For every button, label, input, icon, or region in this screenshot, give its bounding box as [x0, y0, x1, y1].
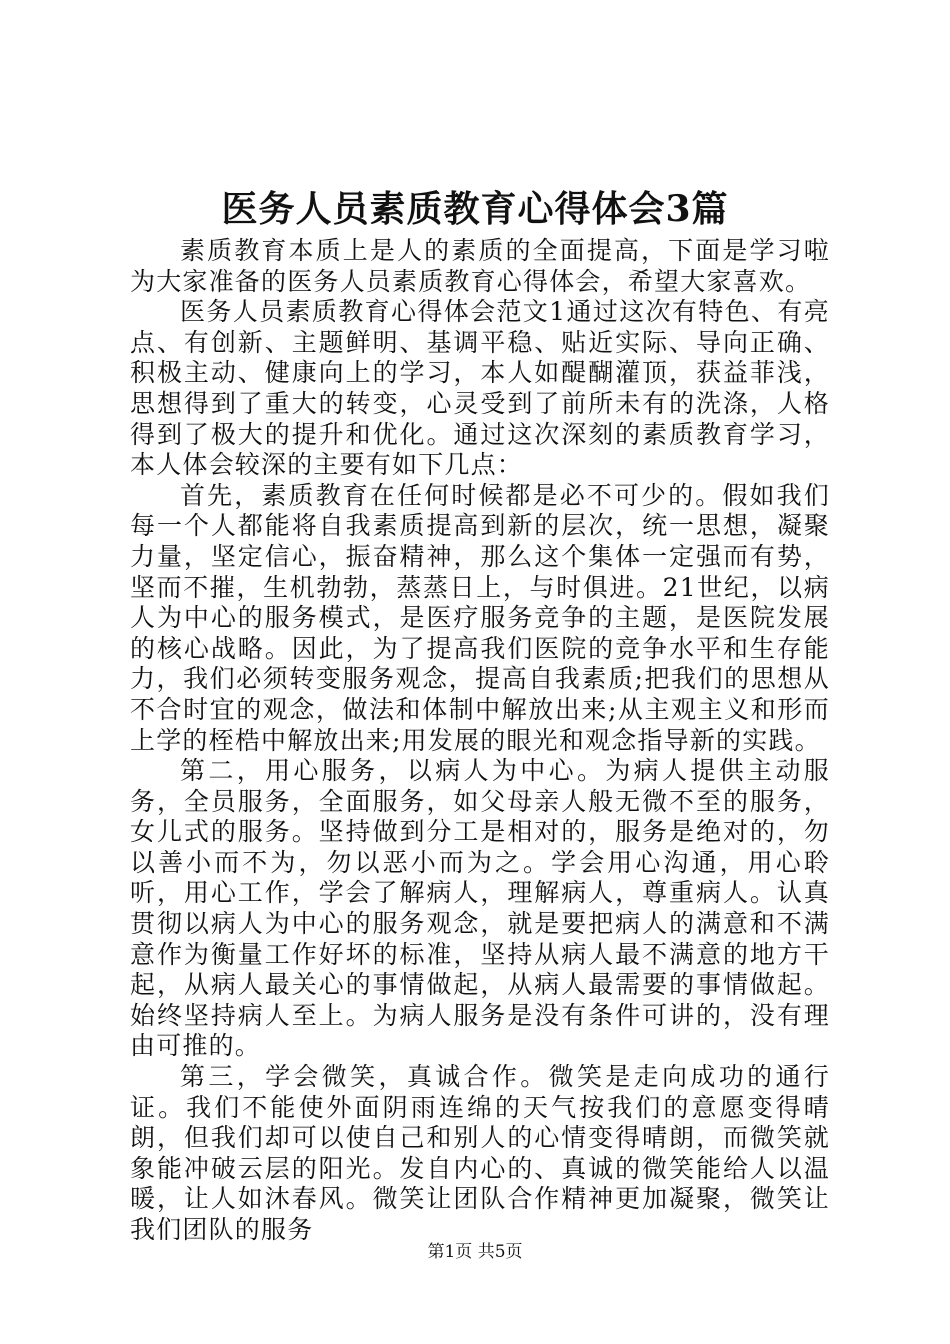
page-number-footer: 第1页 共5页 — [427, 1242, 523, 1262]
document-body — [130, 236, 830, 1246]
paragraph-sample-1: 医务人员素质教育心得体会范文1通过这次有特色、有亮点、有创新、主题鲜明、基调平稳、贴近实际、导向正确、积极主动、健康向上的学习，本人如醍醐灌顶，获益菲浅，思想得到了重大的转变，心灵受到了前所未有的洗涤，人格得到了极大的提升和优化。通过这次深刻的素质教育学习，本人体会较深的主要有如下几点： — [130, 297, 830, 480]
paragraph-second-point: 第二，用心服务，以病人为中心。为病人提供主动服务，全员服务，全面服务，如父母亲人般无微不至的服务，女儿式的服务。坚持做到分工是相对的，服务是绝对的，勿以善小而不为，勿以恶小而为之。学会用心沟通，用心聆听，用心工作，学会了解病人，理解病人，尊重病人。认真贯彻以病人为中心的服务观念，就是要把病人的满意和不满意作为衡量工作好坏的标准，坚持从病人最不满意的地方干起，从病人最关心的事情做起，从病人最需要的事情做起。始终坚持病人至上。为病人服务是没有条件可讲的，没有理由可推的。 — [130, 756, 830, 1061]
paragraph-intro: 素质教育本质上是人的素质的全面提高，下面是学习啦为大家准备的医务人员素质教育心得体会，希望大家喜欢。 — [130, 236, 830, 296]
paragraph-third-point: 第三，学会微笑，真诚合作。微笑是走向成功的通行证。我们不能使外面阴雨连绵的天气按我们的意愿变得晴朗，但我们却可以使自己和别人的心情变得晴朗，而微笑就象能冲破云层的阳光。发自内心的、真诚的微笑能给人以温暖，让人如沐春风。微笑让团队合作精神更加凝聚，微笑让我们团队的服务 — [130, 1062, 830, 1244]
paragraph-first-point: 首先，素质教育在任何时候都是必不可少的。假如我们每一个人都能将自我素质提高到新的层次，统一思想，凝聚力量，坚定信心，振奋精神，那么这个集体一定强而有势，坚而不摧，生机勃勃，蒸蒸日上，与时俱进。21世纪，以病人为中心的服务模式，是医疗服务竞争的主题，是医院发展的核心战略。因此，为了提高我们医院的竞争水平和生存能力，我们必须转变服务观念，提高自我素质;把我们的思想从不合时宜的观念，做法和体制中解放出来;从主观主义和形而上学的桎梏中解放出来;用发展的眼光和观念指导新的实践。 — [130, 480, 830, 755]
document-title: 医务人员素质教育心得体会3篇 — [221, 188, 729, 230]
